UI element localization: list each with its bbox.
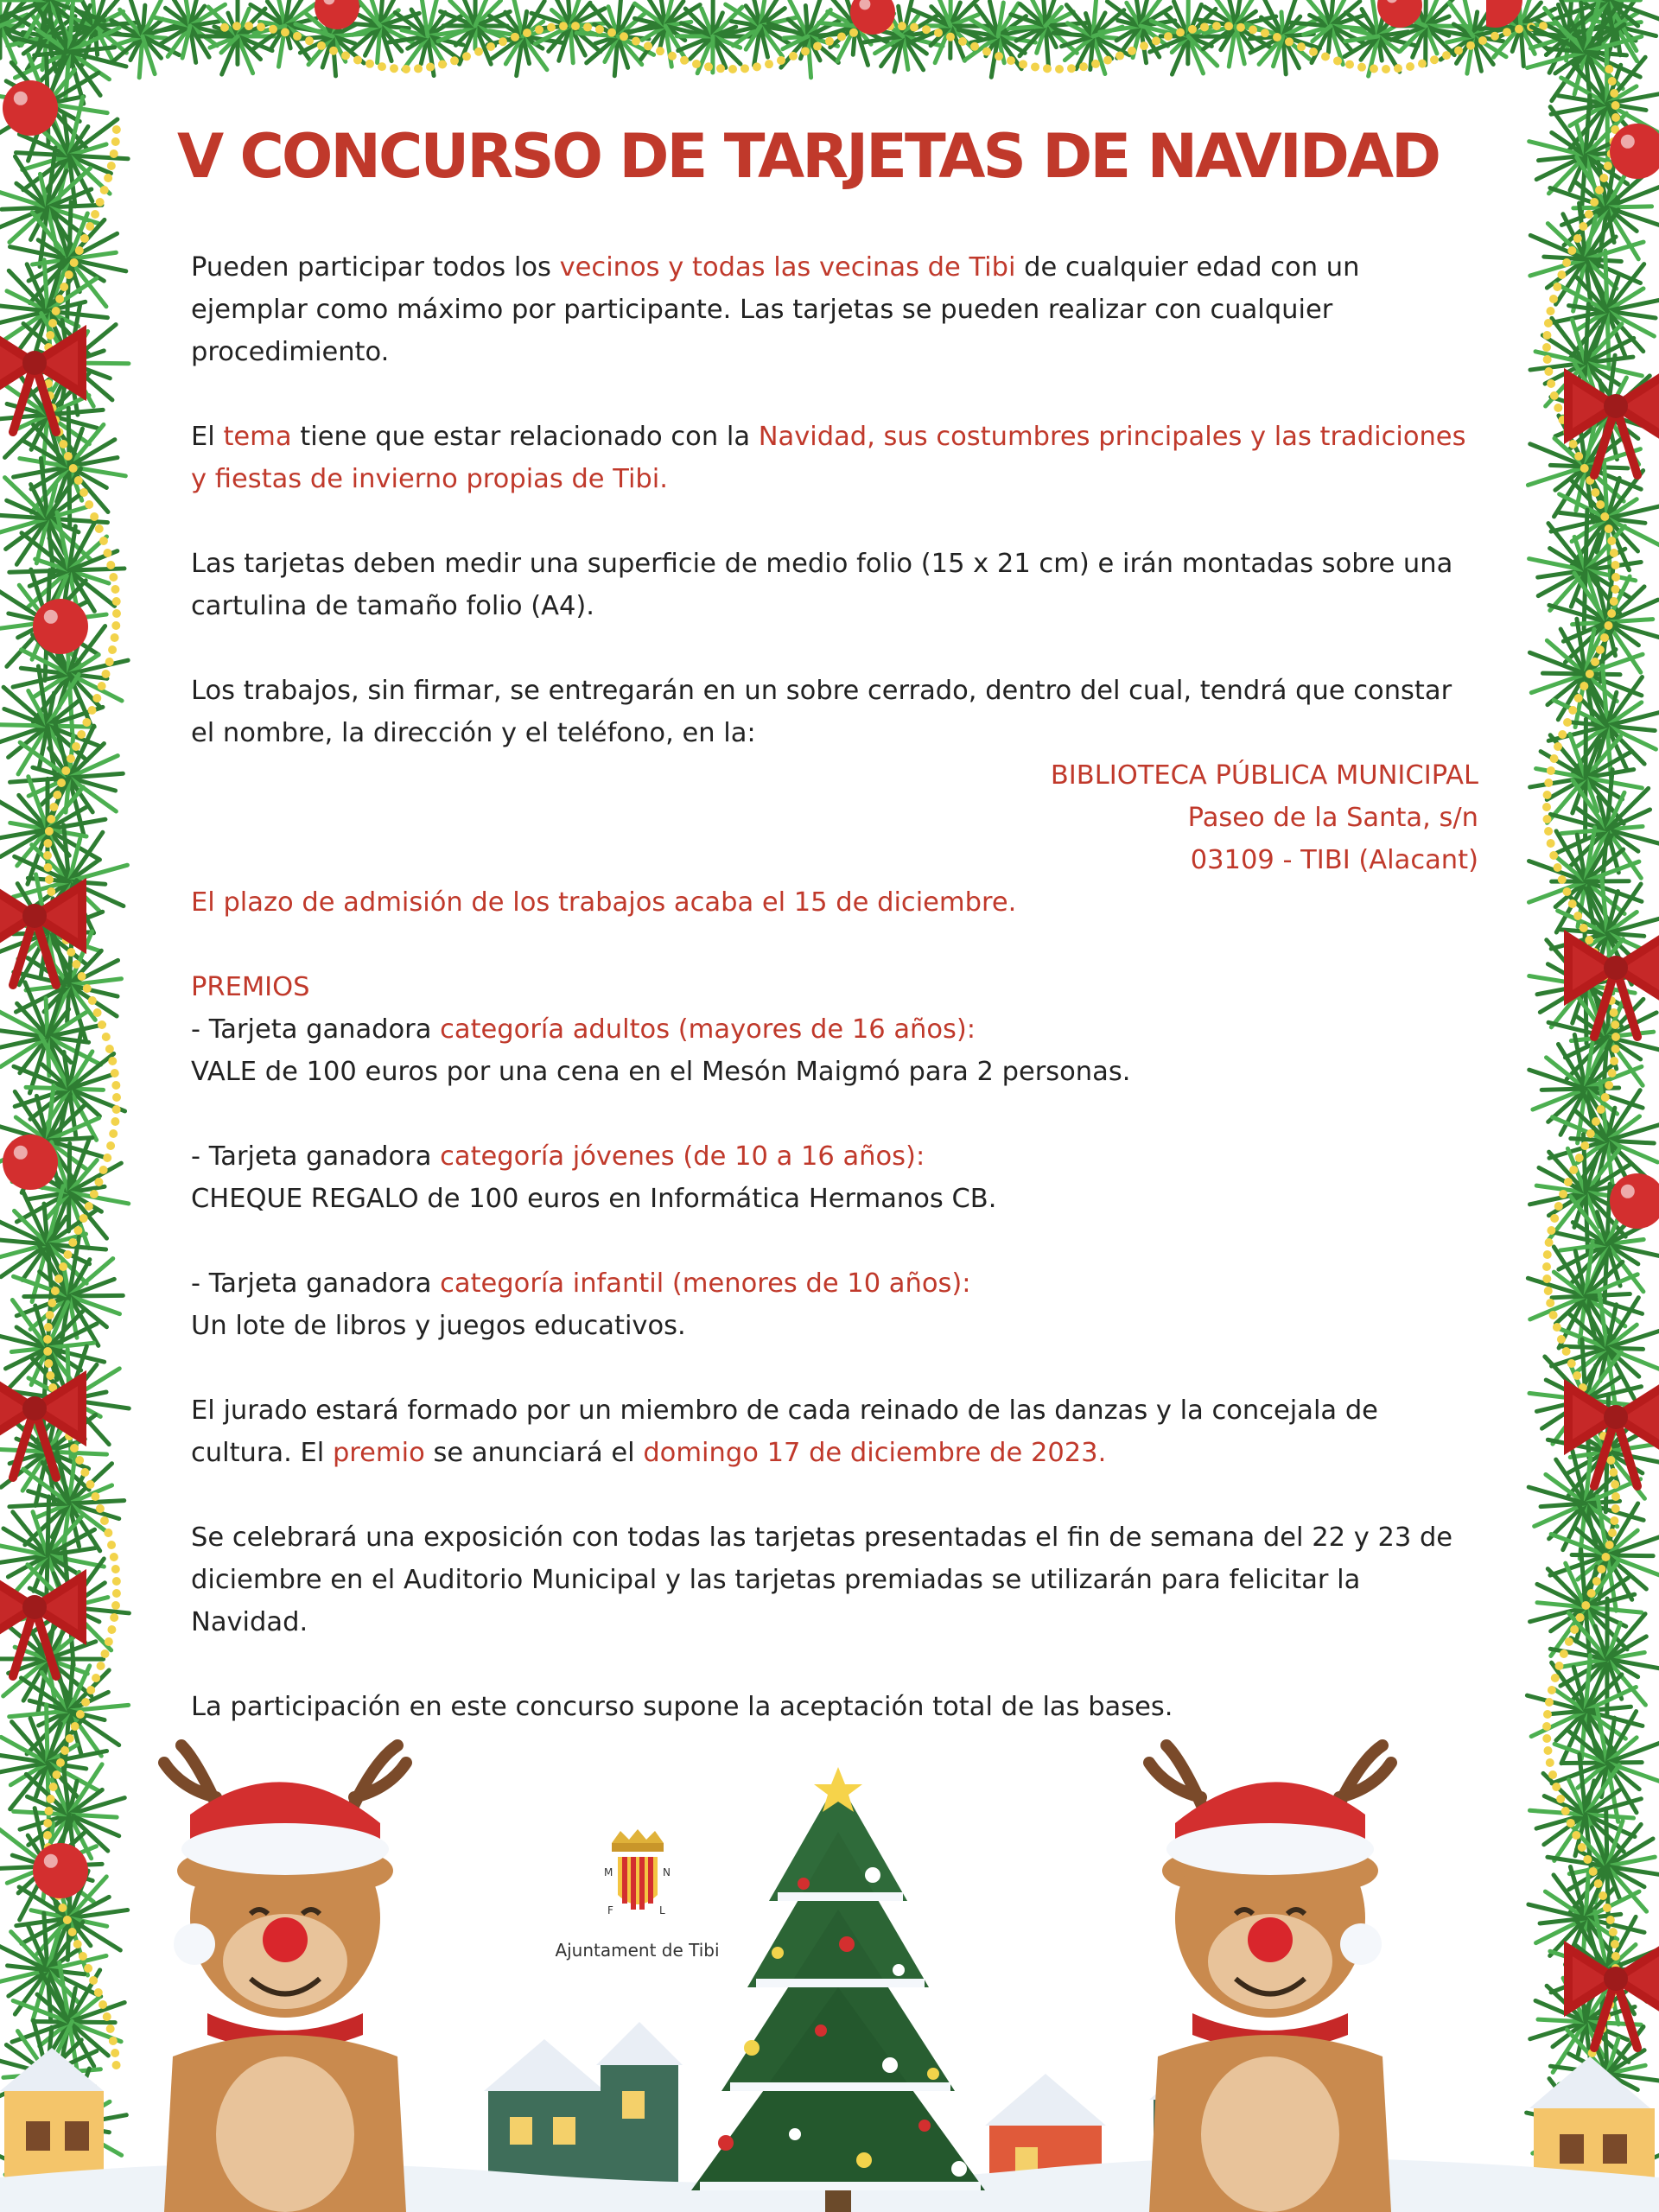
prizes-heading: PREMIOS <box>191 972 310 1002</box>
theme-highlight: tema <box>223 422 292 452</box>
theme-description: Navidad, sus costumbres principales y las tradiciones y fiestas de invierno propias de Tibi. <box>191 422 1466 494</box>
pine-garland-top <box>0 0 1659 95</box>
tibi-town-logo <box>553 1827 721 1961</box>
participants-paragraph: Pueden participar todos los vecinos y todas las vecinas de Tibi de cualquier edad con un ejemplar como máximo por participante. Las tarjetas se pueden realizar con cualquier procedimiento. <box>191 252 1360 367</box>
exhibition-paragraph: Se celebrará una exposición con todas las tarjetas presentadas el fin de semana del 22 y 23 de diciembre en el Auditorio Municipal y las tarjetas premiadas se utilizarán para felicitar la Navidad. <box>191 1522 1453 1637</box>
address-line-2: Paseo de la Santa, s/n <box>1187 803 1478 833</box>
ornament-left-2 <box>3 1135 58 1190</box>
christmas-scene-illustration <box>0 1728 1659 2212</box>
address-line-3: 03109 - TIBI (Alacant) <box>1190 845 1478 875</box>
contest-rules <box>191 246 1478 1770</box>
ornament-left-0 <box>3 80 58 136</box>
prize-children-category: - Tarjeta ganadora categoría infantil (menores de 10 años): <box>191 1268 971 1299</box>
ornament-right-1 <box>1486 0 1522 28</box>
deadline-notice: El plazo de admisión de los trabajos acaba el 15 de diciembre. <box>191 887 1017 918</box>
christmas-tree-icon <box>691 1767 985 2212</box>
address-line-1: BIBLIOTECA PÚBLICA MUNICIPAL <box>1050 760 1478 791</box>
prize-youth-reward: CHEQUE REGALO de 100 euros en Informática Hermanos CB. <box>191 1184 997 1214</box>
jury-paragraph: El jurado estará formado por un miembro de cada reinado de las danzas y la concejala de cultura. El premio se anunciará el domingo 17 de diciembre de 2023. <box>191 1395 1378 1468</box>
coat-of-arms-icon <box>599 1827 677 1931</box>
participants-highlight: vecinos y todas las vecinas de Tibi <box>559 252 1016 283</box>
acceptance-paragraph: La participación en este concurso supone la aceptación total de las bases. <box>191 1692 1173 1722</box>
town-hall-label: Ajuntament de Tibi <box>555 1940 720 1961</box>
page-title: V CONCURSO DE TARJETAS DE NAVIDAD <box>177 121 1440 192</box>
submission-paragraph: Los trabajos, sin firmar, se entregarán en un sobre cerrado, dentro del cual, tendrá que constar el nombre, la dirección y el teléfono, en la: <box>191 676 1452 748</box>
reindeer-right-icon <box>1149 1745 1391 2212</box>
prize-adults-category: - Tarjeta ganadora categoría adultos (mayores de 16 años): <box>191 1014 976 1045</box>
prize-adults-reward: VALE de 100 euros por una cena en el Mesón Maigmó para 2 personas. <box>191 1057 1131 1087</box>
reindeer-left-icon <box>164 1745 406 2212</box>
logo-letter-m: M <box>603 1866 613 1878</box>
prize-youth-category: - Tarjeta ganadora categoría jóvenes (de 10 a 16 años): <box>191 1141 925 1172</box>
announcement-date: domingo 17 de diciembre de 2023. <box>643 1438 1107 1468</box>
theme-paragraph: El tema tiene que estar relacionado con la Navidad, sus costumbres principales y las tradiciones y fiestas de invierno propias de Tibi. <box>191 422 1466 494</box>
ornament-left-1 <box>33 599 88 654</box>
prizes-section <box>191 966 1478 1389</box>
library-address <box>191 754 1478 881</box>
logo-letter-l: L <box>658 1904 665 1916</box>
size-paragraph: Las tarjetas deben medir una superficie de medio folio (15 x 21 cm) e irán montadas sobre una cartulina de tamaño folio (A4). <box>191 549 1453 621</box>
prize-children-reward: Un lote de libros y juegos educativos. <box>191 1311 686 1341</box>
logo-letter-n: N <box>662 1866 671 1878</box>
logo-letter-f: F <box>607 1904 613 1916</box>
